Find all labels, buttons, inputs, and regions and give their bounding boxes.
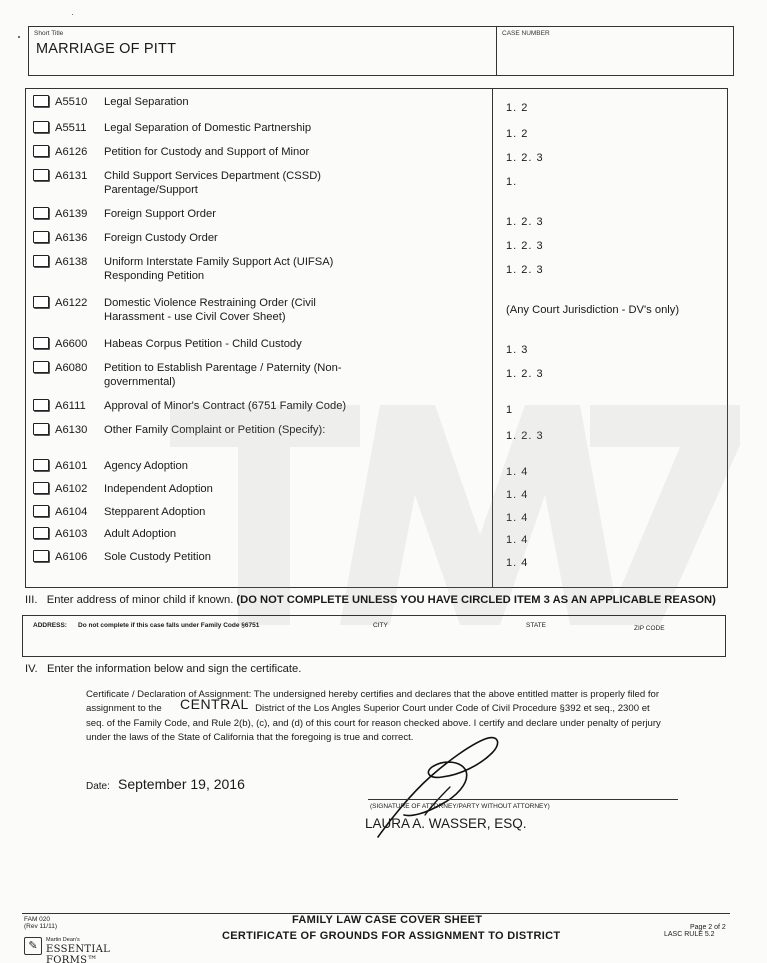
scan-speck: [72, 14, 73, 15]
case-type-checkbox[interactable]: [33, 505, 49, 517]
case-number-label: CASE NUMBER: [502, 30, 550, 37]
short-title-label: Short Title: [34, 30, 64, 37]
case-type-description: Petition to Establish Parentage / Paternity (Non-governmental): [104, 362, 342, 388]
case-type-description: Sole Custody Petition: [104, 551, 211, 563]
certificate-line: Certificate / Declaration of Assignment: The undersigned hereby certifies and declares that the above entitled matter is properly filed for: [86, 689, 660, 700]
section-3-numeral: III.: [25, 594, 38, 606]
case-type-description: Approval of Minor's Contract (6751 Family Code): [104, 400, 347, 412]
page-number: Page 2 of 2: [690, 924, 726, 931]
case-type-description: Foreign Custody Order: [104, 232, 218, 244]
signature-caption: (SIGNATURE OF ATTORNEY/PARTY WITHOUT ATTORNEY): [370, 803, 550, 810]
district-value: CENTRAL: [180, 696, 249, 712]
section-4-text: Enter the information below and sign the certificate.: [46, 663, 302, 675]
case-type-code: A5510: [55, 96, 88, 108]
applicable-reasons: 1. 4: [506, 534, 529, 546]
certificate-line: seq. of the Family Code, and Rule 2(b), (c), and (d) of this court for reason checked above. I certify and declare under penalty of perjury: [86, 717, 661, 729]
case-type-checkbox[interactable]: [33, 121, 49, 133]
section-3-warning: (DO NOT COMPLETE UNLESS YOU HAVE CIRCLED ITEM 3 AS AN APPLICABLE REASON): [236, 594, 716, 606]
case-type-checkbox[interactable]: [33, 482, 49, 494]
case-type-code: A6136: [55, 232, 88, 244]
applicable-reasons: 1. 2. 3: [506, 216, 544, 228]
applicable-reasons: 1. 4: [506, 512, 529, 524]
applicable-reasons: 1. 2. 3: [506, 152, 544, 164]
header-box: [28, 26, 734, 76]
case-type-checkbox[interactable]: [33, 399, 49, 411]
form-number: FAM 020: [24, 916, 51, 923]
case-type-checkbox[interactable]: [33, 550, 49, 562]
applicable-reasons: 1. 4: [506, 489, 529, 501]
case-type-description: Agency Adoption: [104, 460, 188, 472]
section-3-instructions: [25, 594, 716, 606]
case-type-description: Petition for Custody and Support of Minor: [104, 146, 310, 158]
case-type-checkbox[interactable]: [33, 255, 49, 267]
case-type-checkbox[interactable]: [33, 361, 49, 373]
reason-column-divider: [492, 89, 493, 587]
case-type-code: A6106: [55, 551, 88, 563]
applicable-reasons: 1.: [506, 176, 518, 188]
case-type-code: A6138: [55, 256, 88, 268]
case-type-table: [25, 88, 728, 588]
state-label: STATE: [526, 622, 546, 629]
applicable-reasons: 1. 2. 3: [506, 368, 544, 380]
case-type-code: A6080: [55, 362, 88, 374]
case-type-checkbox[interactable]: [33, 207, 49, 219]
case-type-checkbox[interactable]: [33, 527, 49, 539]
case-type-description: Independent Adoption: [104, 483, 213, 495]
footer-title: FAMILY LAW CASE COVER SHEET: [292, 914, 483, 926]
address-label: ADDRESS:: [33, 622, 67, 629]
certificate-text: assignment to the: [86, 703, 162, 715]
date-label: Date:: [86, 781, 110, 792]
applicable-reasons: 1. 2: [506, 102, 529, 114]
case-type-checkbox[interactable]: [33, 337, 49, 349]
case-type-code: A6104: [55, 506, 88, 518]
signature-line: [368, 799, 678, 800]
short-title-value: MARRIAGE OF PITT: [36, 41, 177, 57]
section-3-text: Enter address of minor child if known.: [46, 594, 234, 606]
case-type-description: Adult Adoption: [104, 528, 177, 540]
address-note: Do not complete if this case falls under Family Code §6751: [78, 622, 260, 629]
case-type-code: A6111: [55, 400, 86, 412]
applicable-reasons: 1. 2. 3: [506, 240, 544, 252]
date-value: September 19, 2016: [118, 776, 245, 792]
logo-publisher: Martin Dean's: [46, 937, 80, 943]
case-number-cell: [497, 27, 733, 75]
case-type-checkbox[interactable]: [33, 145, 49, 157]
case-type-code: A6122: [55, 297, 88, 309]
case-type-checkbox[interactable]: [33, 169, 49, 181]
case-type-checkbox[interactable]: [33, 296, 49, 308]
case-type-description: Domestic Violence Restraining Order (Civil Harassment - use Civil Cover Sheet): [104, 297, 316, 323]
form-identifier: [24, 916, 57, 930]
applicable-reasons: 1. 2. 3: [506, 264, 544, 276]
signer-name: LAURA A. WASSER, ESQ.: [365, 816, 527, 831]
certificate-line: [86, 702, 706, 716]
case-type-code: A6131: [55, 170, 88, 182]
case-type-checkbox[interactable]: [33, 459, 49, 471]
applicable-reasons: 1. 4: [506, 466, 529, 478]
case-type-code: A6103: [55, 528, 88, 540]
case-type-description: Uniform Interstate Family Support Act (UIFSA) Responding Petition: [104, 256, 334, 282]
logo-mark-icon: ✎: [24, 937, 42, 955]
applicable-reasons: (Any Court Jurisdiction - DV's only): [506, 304, 680, 316]
applicable-reasons: 1. 4: [506, 557, 529, 569]
case-type-checkbox[interactable]: [33, 231, 49, 243]
form-revision: (Rev 11/11): [24, 923, 57, 930]
case-type-checkbox[interactable]: [33, 95, 49, 107]
case-type-code: A6102: [55, 483, 88, 495]
scan-speck: [18, 36, 20, 38]
court-rule: LASC RULE 5.2: [664, 931, 715, 938]
case-type-description: Child Support Services Department (CSSD) Parentage/Support: [104, 170, 321, 196]
case-type-code: A6101: [55, 460, 88, 472]
case-type-code: A6139: [55, 208, 88, 220]
case-type-description: Legal Separation of Domestic Partnership: [104, 122, 312, 134]
short-title-cell: [29, 27, 497, 75]
case-type-description: Legal Separation: [104, 96, 189, 108]
section-4-instructions: [25, 663, 301, 675]
case-type-description: Habeas Corpus Petition - Child Custody: [104, 338, 302, 350]
case-type-code: A6130: [55, 424, 88, 436]
certificate-line: under the laws of the State of California that the foregoing is true and correct.: [86, 731, 414, 743]
applicable-reasons: 1. 3: [506, 344, 529, 356]
case-type-description: Foreign Support Order: [104, 208, 216, 220]
case-type-code: A6126: [55, 146, 88, 158]
minor-address-box: [22, 615, 726, 657]
zip-label: ZIP CODE: [634, 625, 665, 632]
applicable-reasons: 1: [506, 404, 514, 416]
certificate-text: District of the Los Angles Superior Court under Code of Civil Procedure §392 et seq., 2300 et: [255, 703, 650, 715]
city-label: CITY: [373, 622, 388, 629]
section-4-numeral: IV.: [25, 663, 38, 675]
applicable-reasons: 1. 2: [506, 128, 529, 140]
footer-subtitle: CERTIFICATE OF GROUNDS FOR ASSIGNMENT TO DISTRICT: [222, 930, 561, 942]
case-type-checkbox[interactable]: [33, 423, 49, 435]
essential-forms-logo: [24, 937, 134, 963]
case-type-code: A6600: [55, 338, 88, 350]
logo-brand: ESSENTIAL FORMS™: [46, 944, 111, 963]
applicable-reasons: 1. 2. 3: [506, 430, 544, 442]
case-type-code: A5511: [55, 122, 87, 134]
case-type-description: Other Family Complaint or Petition (Specify):: [104, 424, 326, 436]
case-type-description: Stepparent Adoption: [104, 506, 206, 518]
